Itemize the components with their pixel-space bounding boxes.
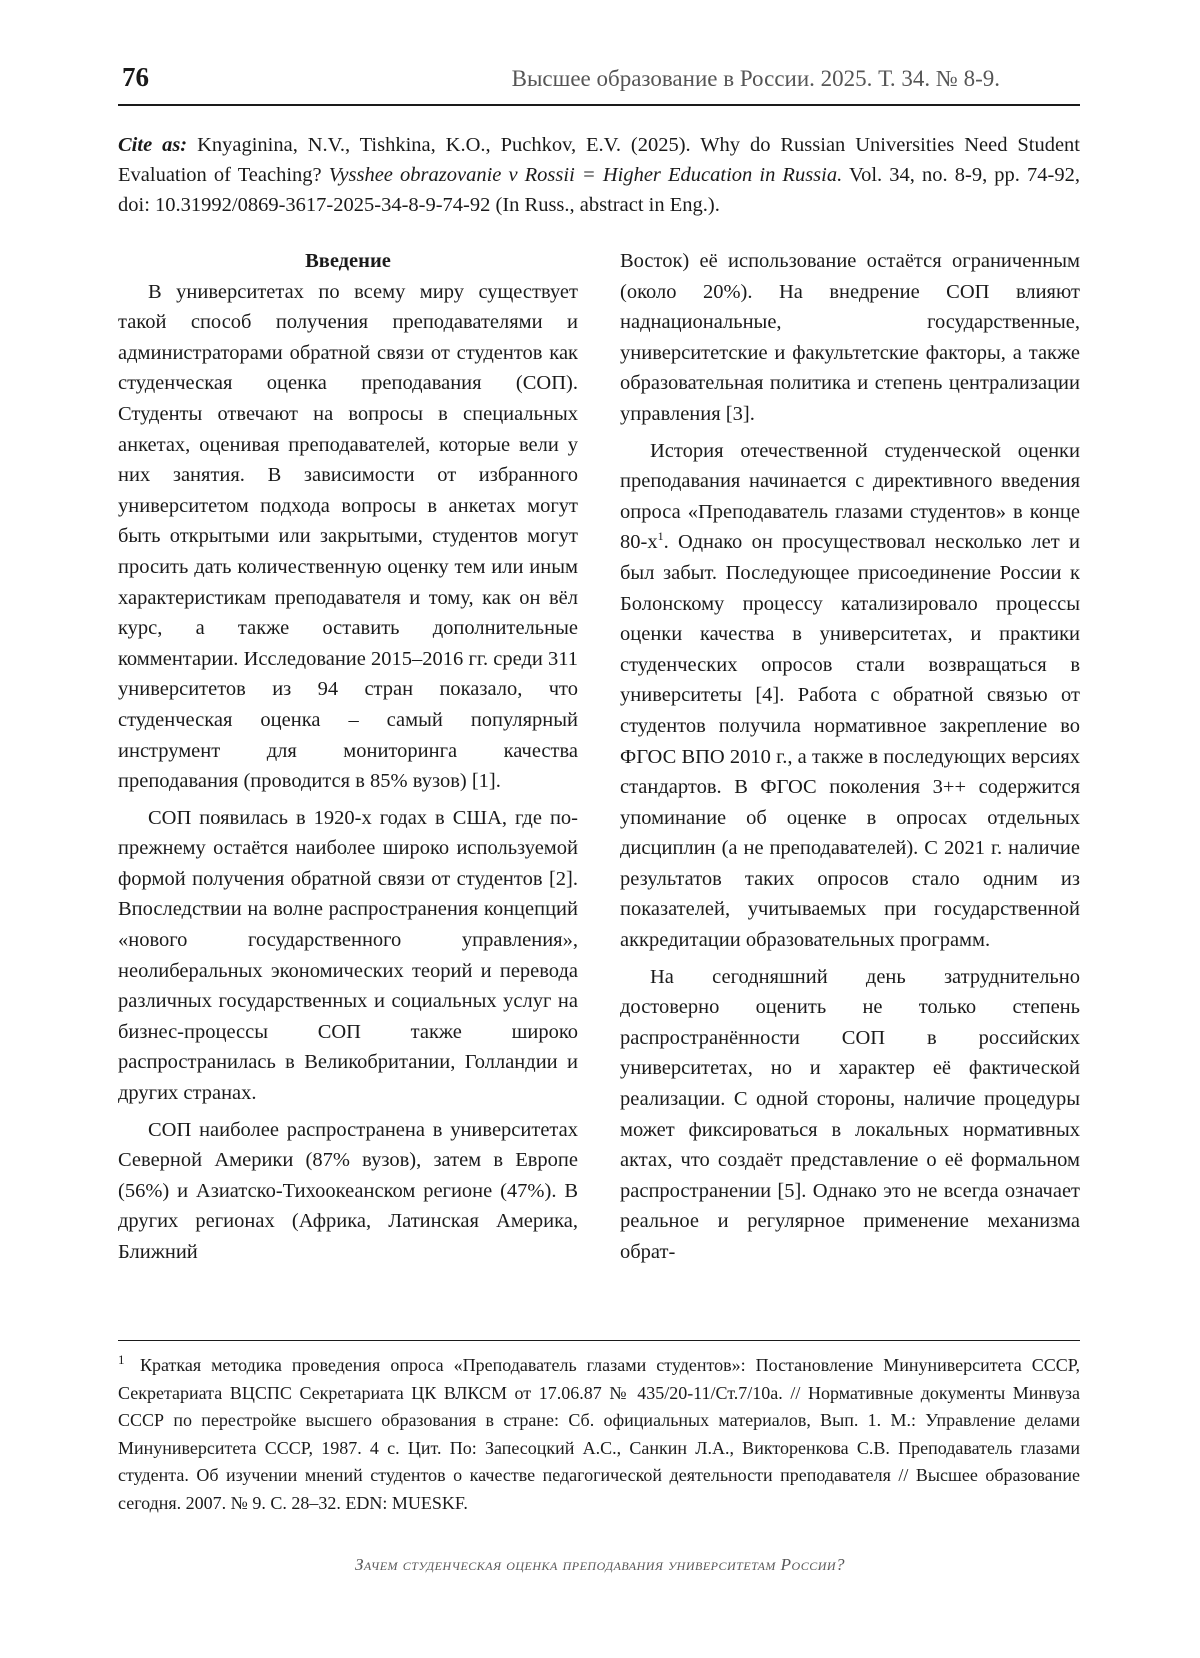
- cite-details: Vol. 34, no. 8-9, pp. 74-92, doi: 10.31992/0869-3617-2025-34-8-9-74-92 (In Russ., abstract in Eng.).: [118, 164, 1080, 216]
- paragraph: Восток) её использование остаётся ограниченным (около 20%). На внедрение СОП влияют наднациональные, государственные, университетские и факультетские факторы, а также образовательная политика и степень централизации управления [3].: [620, 250, 1080, 425]
- paragraph-text: . Однако он просуществовал несколько лет и был забыт. Последующее присоединение России к Болонскому процессу катализировало процессы оценки качества в университетах, и практики студенческих опросов стали возвращаться в университеты [4]. Работа с обратной связью от студентов получила нормативное закрепление во ФГОС ВПО 2010 г., а также в последующих версиях стандартов. В ФГОС поколения 3++ содержится упоминание об оценке в опросах отдельных дисциплин (а не преподавателей). С 2021 г. наличие результатов таких опросов стало одним из показателей, учитываемых при государственной аккредитации образовательных программ.: [620, 531, 1080, 952]
- paragraph: На сегодняшний день затруднительно достоверно оценить не только степень распространённости СОП в российских университетах, но и характер её фактической реализации. С одной стороны, наличие процедуры может фиксироваться в локальных нормативных актах, что создаёт представление о её формальном распространении [5]. Однако это не всегда означает реальное и регулярное применение механизма обрат-: [620, 965, 1080, 1263]
- paragraph: СОП появилась в 1920-х годах в США, где по-прежнему остаётся наиболее широко используемой формой получения обратной связи от студентов [2]. Впоследствии на волне распространения концепций «нового государственного управления», неолиберальных экономических теорий и перевода различных государственных и социальных услуг на бизнес-процессы СОП также широко распространилась в Великобритании, Голландии и других странах.: [118, 806, 578, 1105]
- page-number: 76: [122, 62, 149, 92]
- paragraph: [620, 436, 1080, 956]
- footnote-divider: [118, 1340, 1080, 1341]
- page-header: [118, 60, 1080, 106]
- cite-authors: Knyaginina, N.V., Tishkina, K.O., Puchkov, E.V. (2025). Why do Russian Universities Need Student Evaluation of Teaching?: [118, 134, 1081, 186]
- left-column: [118, 246, 578, 1268]
- right-column: [620, 246, 1080, 1268]
- cite-journal: Vysshee obrazovanie v Rossii = Higher Education in Russia.: [328, 164, 843, 186]
- section-heading: Введение: [305, 250, 391, 272]
- footnote-text: Краткая методика проведения опроса «Преподаватель глазами студентов»: Постановление Минуниверситета СССР, Секретариата ВЦСПС Секретариата ЦК ВЛКСМ от 17.06.87 № 435/20-11/Ст.7/10а. // Нормативные документы Минвуза СССР по перестройке высшего образования в стране: Сб. официальных материалов, Вып. 1. М.: Управление делами Минуниверситета СССР, 1987. 4 с. Цит. По: Запесоцкий А.С., Санкин Л.А., Викторенкова С.В. Преподаватель глазами студента. Об изучении мнений студентов о качестве педагогической деятельности преподавателя // Высшее образование сегодня. 2007. № 9. С. 28–32. EDN: MUESKF.: [118, 1355, 1080, 1513]
- running-footer: Зачем студенческая оценка преподавания университетам России?: [354, 1555, 846, 1574]
- paragraph-text: История отечественной студенческой оценки преподавания начинается с директивного введения опроса «Преподаватель глазами студентов» в конце 80-х: [620, 439, 1080, 554]
- footnote: 1 Краткая методика проведения опроса «Преподаватель глазами студентов»: Постановление Минуниверситета СССР, Секретариата ВЦСПС Секретариата ЦК ВЛКСМ от 17.06.87 № 435/20-11/Ст.7/10а. // Нормативные документы Минвуза СССР по перестройке высшего образования в стране: Сб. официальных материалов, Вып. 1. М.: Управление делами Минуниверситета СССР, 1987. 4 с. Цит. По: Запесоцкий А.С., Санкин Л.А., Викторенкова С.В. Преподаватель глазами студента. Об изучении мнений студентов о качестве педагогической деятельности преподавателя // Высшее образование сегодня. 2007. № 9. С. 28–32. EDN: MUESKF.: [118, 1352, 1080, 1513]
- paragraph: СОП наиболее распространена в университетах Северной Америки (87% вузов), затем в Европе (56%) и Азиатско-Тихоокеанском регионе (47%). В других регионах (Африка, Латинская Америка, Ближний: [118, 1118, 578, 1263]
- footnote-ref[interactable]: 1: [657, 529, 664, 544]
- journal-title: Высшее образование в России. 2025. Т. 34. № 8-9.: [511, 66, 1000, 91]
- paragraph: В университетах по всему миру существует такой способ получения преподавателями и администраторами обратной связи от студентов как студенческая оценка преподавания (СОП). Студенты отвечают на вопросы в специальных анкетах, оценивая преподавателей, которые вели у них занятия. В зависимости от избранного университетом подхода вопросы в анкетах могут быть открытыми или закрытыми, студентов могут просить дать количественную оценку тем или иным характеристикам преподавателя и тому, как он вёл курс, а также оставить дополнительные комментарии. Исследование 2015–2016 гг. среди 311 университетов из 94 стран показало, что студенческая оценка – самый популярный инструмент для мониторинга качества преподавания (проводится в 85% вузов) [1].: [118, 280, 578, 793]
- cite-label: Cite as:: [118, 134, 188, 156]
- citation-block: [118, 130, 1080, 220]
